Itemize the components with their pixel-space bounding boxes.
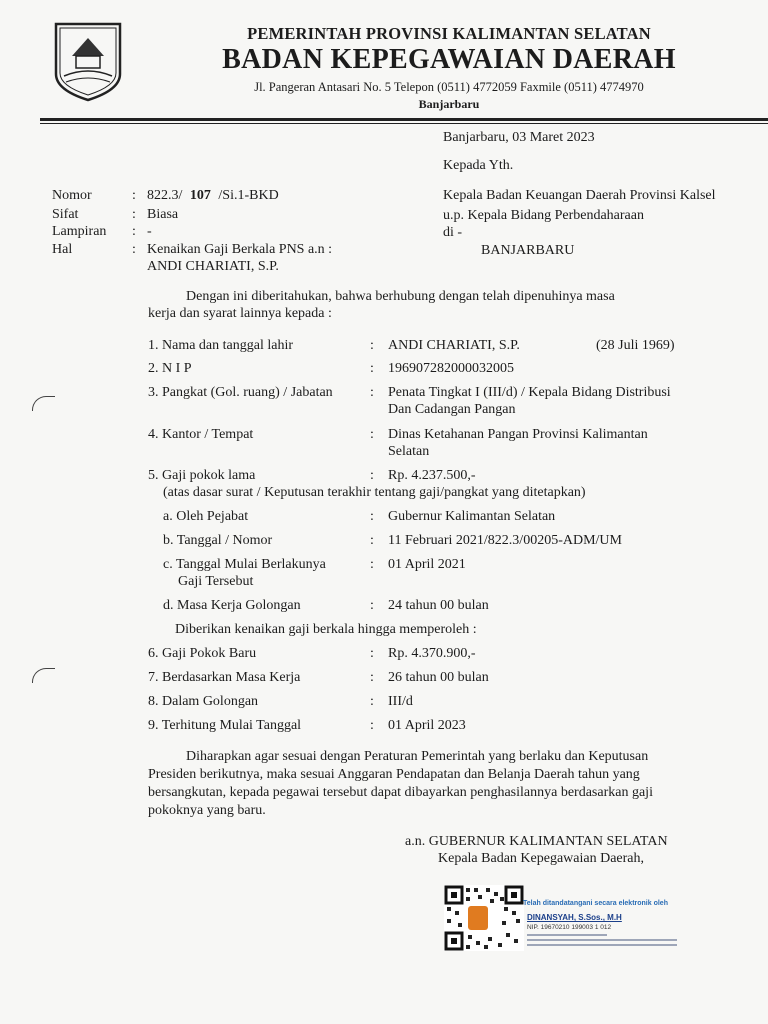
item-4-value-line-1: Dinas Ketahanan Pangan Provinsi Kalimantan [388, 427, 648, 442]
intro-line-2: kerja dan syarat lainnya kepada : [148, 306, 332, 321]
signer-nip: NIP. 19670210 199003 1 012 [527, 924, 612, 931]
sifat-value: Biasa [147, 207, 179, 222]
item-6-label: 6. Gaji Pokok Baru [148, 646, 257, 661]
item-7-value: 26 tahun 00 bulan [388, 670, 489, 685]
recipient-line-3: di - [443, 225, 463, 240]
item-5a-colon: : [370, 509, 374, 524]
item-5b-value: 11 Februari 2021/822.3/00205-ADM/UM [388, 533, 622, 548]
item-5c-label-line-1: c. Tanggal Mulai Berlakunya [163, 557, 326, 572]
nomor-prefix: 822.3/ [147, 188, 183, 203]
recipient-line-2: u.p. Kepala Bidang Perbendaharaan [443, 208, 644, 223]
item-8-value: III/d [388, 694, 413, 709]
item-8-label: 8. Dalam Golongan [148, 694, 259, 709]
item-5c-label-line-2: Gaji Tersebut [178, 574, 254, 589]
nomor-value [147, 188, 279, 204]
e-sign-title: Telah ditandatangani secara elektronik oleh [523, 900, 668, 907]
lampiran-colon: : [132, 224, 136, 239]
fine-print-line [527, 944, 677, 946]
item-1-label: 1. Nama dan tanggal lahir [148, 338, 294, 353]
letterhead-city: Banjarbaru [418, 97, 480, 111]
item-5-label: 5. Gaji pokok lama [148, 468, 256, 483]
letterhead-address: Jl. Pangeran Antasari No. 5 Telepon (0511) 4772059 Faxmile (0511) 4774970 [254, 80, 644, 94]
scan-mark [32, 396, 55, 411]
item-3-colon: : [370, 385, 374, 400]
date-line: Banjarbaru, 03 Maret 2023 [443, 130, 595, 145]
item-5-note: (atas dasar surat / Keputusan terakhir tentang gaji/pangkat yang ditetapkan) [163, 485, 586, 500]
item-5d-label: d. Masa Kerja Golongan [163, 598, 301, 613]
item-1-value: ANDI CHARIATI, S.P. [388, 338, 520, 353]
item-5b-colon: : [370, 533, 374, 548]
letterhead-government: PEMERINTAH PROVINSI KALIMANTAN SELATAN [247, 24, 651, 43]
item-4-value-line-2: Selatan [388, 444, 430, 459]
item-2-label: 2. N I P [148, 361, 192, 376]
province-emblem-logo [52, 20, 124, 104]
closing-line-3: bersangkutan, kepada pegawai tersebut dapat dibayarkan penghasilannya berdasarkan gaji [148, 785, 653, 800]
item-5c-colon: : [370, 557, 374, 572]
closing-line-4: pokoknya yang baru. [148, 803, 266, 818]
lampiran-value: - [147, 224, 152, 239]
item-8-colon: : [370, 694, 374, 709]
item-4-label: 4. Kantor / Tempat [148, 427, 254, 442]
recipient-line-1: Kepala Badan Keuangan Daerah Provinsi Kalsel [443, 188, 716, 203]
item-6-value: Rp. 4.370.900,- [388, 646, 476, 661]
given-line: Diberikan kenaikan gaji berkala hingga memperoleh : [175, 622, 477, 637]
item-5c-value: 01 April 2021 [388, 557, 466, 572]
closing-line-2: Presiden berikutnya, maka sesuai Anggaran Pendapatan dan Belanja Daerah tahun yang [148, 767, 640, 782]
intro-line-1: Dengan ini diberitahukan, bahwa berhubung dengan telah dipenuhinya masa [186, 289, 615, 304]
signature-line-2: Kepala Badan Kepegawaian Daerah, [438, 851, 645, 866]
item-5d-colon: : [370, 598, 374, 613]
nomor-suffix: /Si.1-BKD [218, 188, 279, 203]
letterhead-agency: BADAN KEPEGAWAIAN DAERAH [222, 44, 676, 75]
letterhead-rule-thick [40, 118, 768, 121]
lampiran-label: Lampiran [52, 224, 107, 239]
item-3-value-line-1: Penata Tingkat I (III/d) / Kepala Bidang Distribusi [388, 385, 671, 400]
item-7-label: 7. Berdasarkan Masa Kerja [148, 670, 301, 685]
item-5a-value: Gubernur Kalimantan Selatan [388, 509, 556, 524]
e-sign-badge-icon [468, 906, 488, 930]
item-2-value: 196907282000032005 [388, 361, 514, 376]
sifat-label: Sifat [52, 207, 79, 222]
item-5-colon: : [370, 468, 374, 483]
scan-mark [32, 668, 55, 683]
item-9-label: 9. Terhitung Mulai Tanggal [148, 718, 302, 733]
item-1-colon: : [370, 338, 374, 353]
item-6-colon: : [370, 646, 374, 661]
sifat-colon: : [132, 207, 136, 222]
recipient-greeting: Kepada Yth. [443, 158, 514, 173]
closing-line-1: Diharapkan agar sesuai dengan Peraturan Pemerintah yang berlaku dan Keputusan [186, 749, 649, 764]
hal-label: Hal [52, 242, 73, 257]
nomor-colon: : [132, 188, 136, 203]
signer-name: DINANSYAH, S.Sos., M.H [527, 913, 622, 922]
hal-colon: : [132, 242, 136, 257]
nomor-label: Nomor [52, 188, 92, 203]
item-7-colon: : [370, 670, 374, 685]
item-9-value: 01 April 2023 [388, 718, 466, 733]
letterhead-rule-thin [40, 123, 768, 124]
item-2-colon: : [370, 361, 374, 376]
item-3-label: 3. Pangkat (Gol. ruang) / Jabatan [148, 385, 333, 400]
hal-value-line-2: ANDI CHARIATI, S.P. [147, 259, 279, 274]
nomor-number: 107 [189, 188, 211, 203]
item-3-value-line-2: Dan Cadangan Pangan [388, 402, 516, 417]
item-5d-value: 24 tahun 00 bulan [388, 598, 489, 613]
item-1-birthdate: (28 Juli 1969) [596, 338, 675, 353]
item-9-colon: : [370, 718, 374, 733]
item-5a-label: a. Oleh Pejabat [163, 509, 249, 524]
fine-print-line [527, 934, 607, 936]
hal-value-line-1: Kenaikan Gaji Berkala PNS a.n : [147, 242, 333, 257]
item-5-value: Rp. 4.237.500,- [388, 468, 476, 483]
signature-line-1: a.n. GUBERNUR KALIMANTAN SELATAN [405, 834, 668, 849]
recipient-line-4: BANJARBARU [481, 243, 575, 258]
fine-print-line [527, 939, 677, 941]
item-5b-label: b. Tanggal / Nomor [163, 533, 273, 548]
item-4-colon: : [370, 427, 374, 442]
